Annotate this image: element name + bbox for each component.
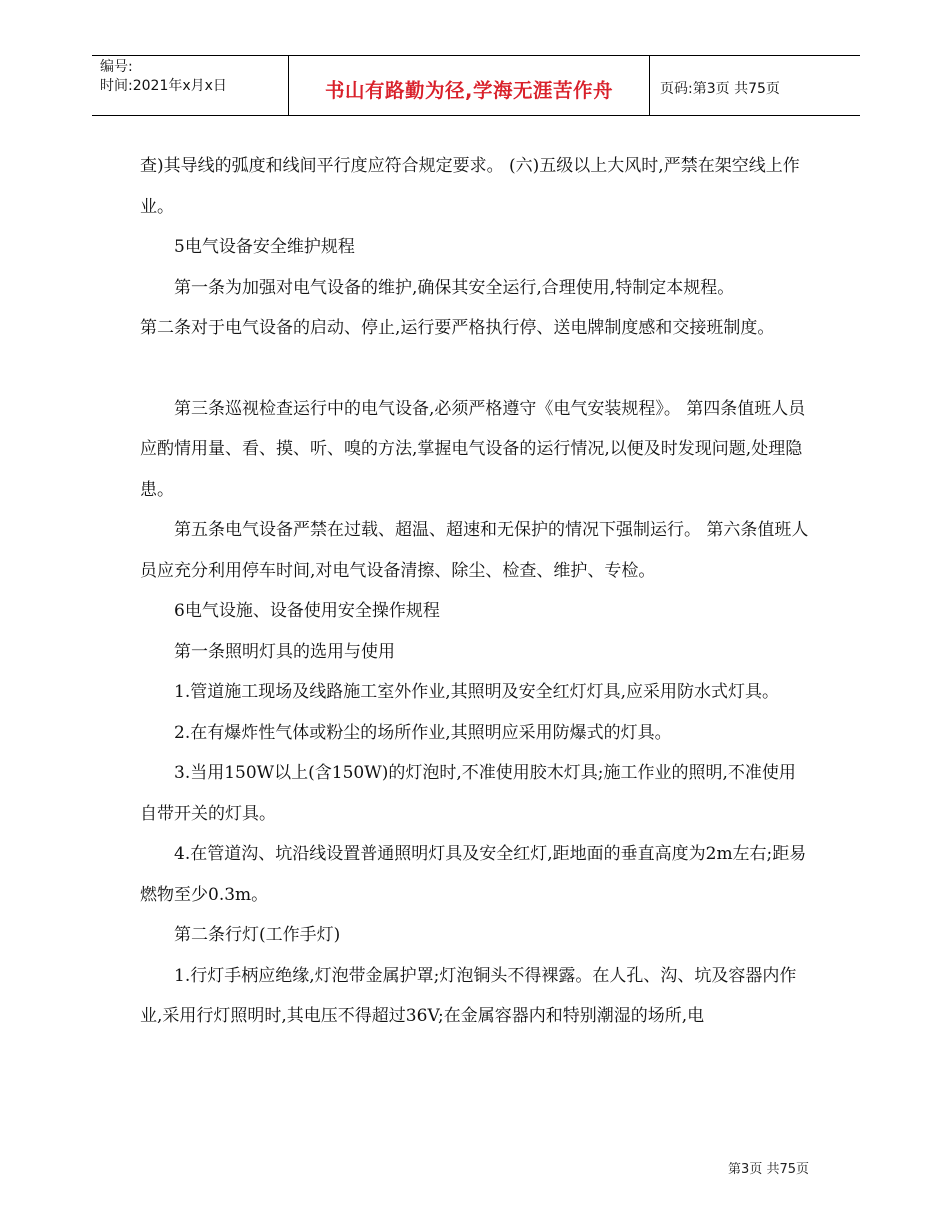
document-body — [140, 146, 812, 1037]
paragraph: 第一条照明灯具的选用与使用 — [174, 641, 395, 662]
page-footer: 第3页 共75页 — [728, 1162, 809, 1177]
header-page-number: 页码:第3页 共75页 — [660, 80, 780, 97]
header-meta — [92, 56, 288, 115]
header-motto-cell — [288, 56, 650, 115]
paragraph: 4.在管道沟、坑沿线设置普通照明灯具及安全红灯,距地面的垂直高度为2m左右;距易燃物至少0.3m。 — [140, 844, 807, 905]
paragraph: 第五条电气设备严禁在过载、超温、超速和无保护的情况下强制运行。 第六条值班人员应充分利用停车时间,对电气设备清擦、除尘、检查、维护、专检。 — [140, 520, 809, 581]
blank-line — [140, 349, 812, 389]
paragraph: 第三条巡视检查运行中的电气设备,必须严格遵守《电气安装规程》。 第四条值班人员应酌情用量、看、摸、听、嗅的方法,掌握电气设备的运行情况,以便及时发现问题,处理隐患。 — [140, 398, 806, 500]
paragraph: 1.管道施工现场及线路施工室外作业,其照明及安全红灯灯具,应采用防水式灯具。 — [174, 682, 780, 702]
section-heading-6: 6电气设施、设备使用安全操作规程 — [174, 601, 440, 621]
paragraph: 3.当用150W以上(含150W)的灯泡时,不准使用胶木灯具;施工作业的照明,不准使用自带开关的灯具。 — [140, 763, 796, 824]
section-heading-5: 5电气设备安全维护规程 — [174, 237, 355, 257]
paragraph: 第二条行灯(工作手灯) — [174, 925, 341, 945]
page-header — [92, 55, 860, 116]
header-page-cell — [650, 56, 860, 115]
paragraph: 1.行灯手柄应绝缘,灯泡带金属护罩;灯泡铜头不得裸露。在人孔、沟、坑及容器内作业,采用行灯照明时,其电压不得超过36V;在金属容器内和特别潮湿的场所,电 — [140, 965, 797, 1026]
paragraph: 查)其导线的弧度和线间平行度应符合规定要求。 (六)五级以上大风时,严禁在架空线上作业。 — [140, 156, 800, 217]
paragraph: 第二条对于电气设备的启动、停止,运行要严格执行停、送电牌制度感和交接班制度。 — [140, 318, 775, 338]
document-time-label: 时间:2021年x月x日 — [100, 78, 227, 94]
paragraph: 2.在有爆炸性气体或粉尘的场所作业,其照明应采用防爆式的灯具。 — [174, 722, 672, 743]
document-number-label: 编号: — [100, 59, 133, 75]
header-motto: 书山有路勤为径,学海无涯苦作舟 — [325, 78, 613, 102]
paragraph: 第一条为加强对电气设备的维护,确保其安全运行,合理使用,特制定本规程。 — [174, 277, 735, 298]
